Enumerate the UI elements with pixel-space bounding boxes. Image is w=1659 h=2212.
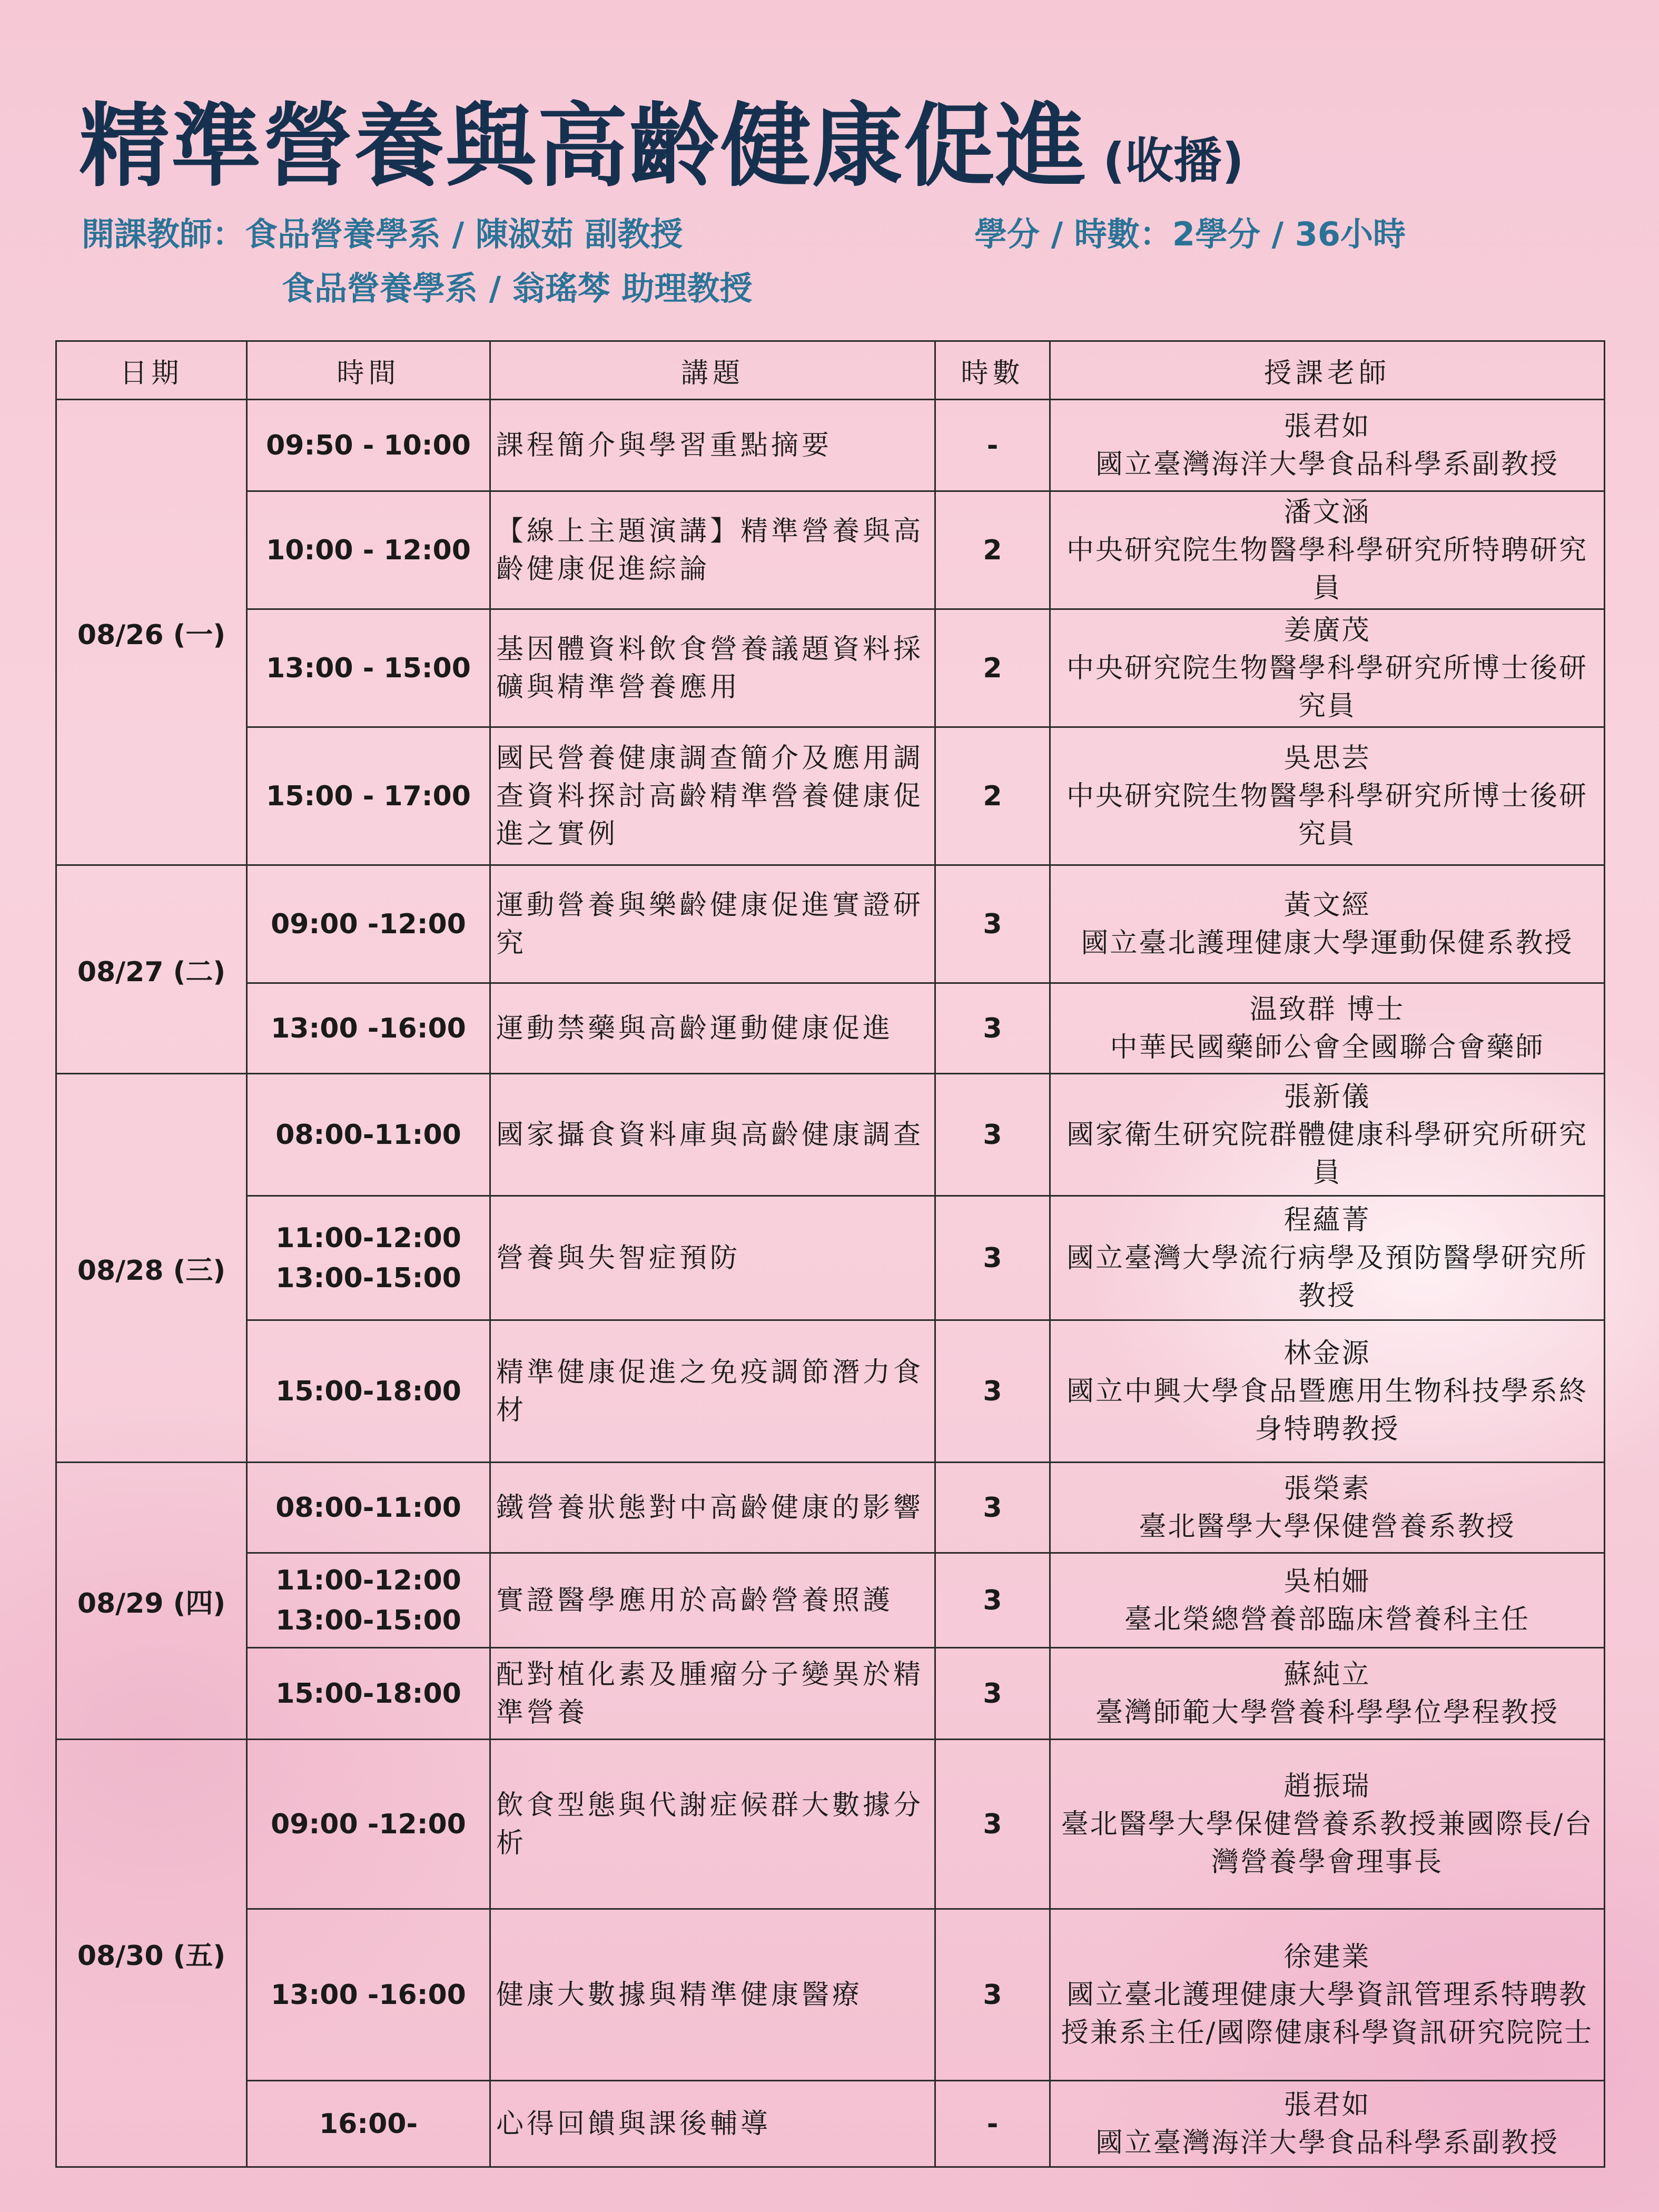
time-cell: [247, 400, 490, 491]
table-row: [56, 609, 1605, 727]
teacher-cell: [1050, 865, 1605, 983]
teacher-title: 國家衛生研究院群體健康科學研究所研究員: [1066, 1119, 1588, 1189]
table-row: [56, 1740, 1605, 1909]
table-row: [56, 2081, 1605, 2167]
teacher-cell: [1050, 983, 1605, 1074]
time-value: 09:00 -12:00: [271, 908, 466, 940]
date-cell: 08/26 (一): [56, 400, 247, 865]
teacher-title: 國立臺北護理健康大學資訊管理系特聘教授兼系主任/國際健康科學資訊研究院院士: [1061, 1979, 1594, 2049]
table-row: [56, 1196, 1605, 1320]
hours-cell: 3: [935, 983, 1050, 1074]
teacher-cell: [1050, 1196, 1605, 1320]
time-value: 13:00 -16:00: [271, 1012, 466, 1044]
topic-cell: 運動營養與樂齡健康促進實證研究: [490, 865, 935, 983]
topic-cell: 國民營養健康調查簡介及應用調查資料探討高齡精準營養健康促進之實例: [490, 727, 935, 865]
time-value: 09:50 - 10:00: [266, 429, 471, 461]
hours-cell: 3: [935, 1740, 1050, 1909]
teacher-title: 臺灣師範大學營養科學學位學程教授: [1095, 1696, 1559, 1729]
teacher-cell: [1050, 1909, 1605, 2081]
table-row: [56, 1074, 1605, 1196]
hours-cell: 3: [935, 1074, 1050, 1196]
column-header-hours: 時數: [935, 341, 1050, 400]
column-header-date: 日期: [56, 341, 247, 400]
table-row: [56, 491, 1605, 609]
teacher-info-line1: 開課教師：食品營養學系 / 陳淑茹 副教授: [82, 215, 683, 253]
topic-cell: 國家攝食資料庫與高齡健康調查: [490, 1074, 935, 1196]
teacher-cell: [1050, 609, 1605, 727]
teacher-title: 臺北榮總營養部臨床營養科主任: [1124, 1603, 1530, 1635]
table-row: [56, 1320, 1605, 1463]
teacher-title: 國立中興大學食品暨應用生物科技學系終身特聘教授: [1066, 1375, 1588, 1445]
hours-cell: 3: [935, 1196, 1050, 1320]
teacher-title: 中央研究院生物醫學科學研究所博士後研究員: [1066, 652, 1588, 722]
time-cell: [247, 865, 490, 983]
page-title: [79, 74, 1244, 204]
topic-cell: 鐵營養狀態對中高齡健康的影響: [490, 1463, 935, 1553]
time-cell: [247, 1648, 490, 1740]
teacher-name: 潘文涵: [1283, 496, 1371, 528]
table-row: [56, 865, 1605, 983]
time-cell: [247, 1740, 490, 1909]
teacher-name: 黃文經: [1283, 889, 1371, 921]
teacher-cell: [1050, 491, 1605, 609]
hours-cell: 3: [935, 1320, 1050, 1463]
teacher-name: 程蘊菁: [1283, 1204, 1371, 1236]
date-cell: 08/27 (二): [56, 865, 247, 1074]
table-row: [56, 1463, 1605, 1553]
teacher-name: 張君如: [1283, 410, 1371, 442]
teacher-title: 國立臺灣海洋大學食品科學系副教授: [1095, 2127, 1559, 2159]
teacher-info-line2: 食品營養學系 / 翁瑤棽 助理教授: [282, 269, 753, 308]
time-value: 16:00-: [319, 2108, 418, 2140]
time-value: 13:00-15:00: [275, 1604, 461, 1636]
time-cell: [247, 1074, 490, 1196]
hours-cell: 3: [935, 1909, 1050, 2081]
teacher-title: 臺北醫學大學保健營養系教授: [1139, 1510, 1516, 1543]
time-cell: [247, 1909, 490, 2081]
teacher-cell: [1050, 727, 1605, 865]
hours-cell: 2: [935, 609, 1050, 727]
teacher-name: 蘇純立: [1283, 1658, 1371, 1691]
topic-cell: 【線上主題演講】精準營養與高齡健康促進綜論: [490, 491, 935, 609]
time-cell: [247, 2081, 490, 2167]
time-cell: [247, 1553, 490, 1648]
teacher-cell: [1050, 1553, 1605, 1648]
column-header-time: 時間: [247, 341, 490, 400]
table-header-row: [56, 341, 1605, 400]
teacher-title: 國立臺灣大學流行病學及預防醫學研究所教授: [1066, 1242, 1588, 1312]
topic-cell: 課程簡介與學習重點摘要: [490, 400, 935, 491]
topic-cell: 基因體資料飲食營養議題資料採礦與精準營養應用: [490, 609, 935, 727]
teacher-cell: [1050, 2081, 1605, 2167]
teacher-cell: [1050, 1074, 1605, 1196]
teacher-title: 中華民國藥師公會全國聯合會藥師: [1110, 1031, 1545, 1063]
teacher-cell: [1050, 1740, 1605, 1909]
hours-cell: -: [935, 2081, 1050, 2167]
time-cell: [247, 1320, 490, 1463]
teacher-name: 林金源: [1283, 1337, 1371, 1369]
date-cell: 08/30 (五): [56, 1740, 247, 2167]
course-title: 精準營養與高齡健康促進: [79, 93, 1087, 199]
time-value: 15:00 - 17:00: [266, 780, 471, 812]
teacher-name: 温致群 博士: [1249, 993, 1405, 1025]
time-value: 13:00 - 15:00: [266, 652, 471, 684]
hours-cell: 2: [935, 491, 1050, 609]
schedule-table: [55, 340, 1605, 2168]
hours-cell: 3: [935, 865, 1050, 983]
time-value: 08:00-11:00: [275, 1492, 461, 1524]
time-cell: [247, 983, 490, 1074]
teacher-name: 吳柏姍: [1283, 1565, 1371, 1597]
credits-info: 學分 / 時數：2學分 / 36小時: [974, 215, 1406, 253]
teacher-cell: [1050, 1648, 1605, 1740]
table-row: [56, 983, 1605, 1074]
time-value: 11:00-12:00: [275, 1564, 461, 1596]
teacher-cell: [1050, 1463, 1605, 1553]
hours-cell: 3: [935, 1463, 1050, 1553]
time-value: 08:00-11:00: [275, 1119, 461, 1151]
table-row: [56, 400, 1605, 491]
topic-cell: 健康大數據與精準健康醫療: [490, 1909, 935, 2081]
topic-cell: 運動禁藥與高齡運動健康促進: [490, 983, 935, 1074]
topic-cell: 飲食型態與代謝症候群大數據分析: [490, 1740, 935, 1909]
topic-cell: 實證醫學應用於高齡營養照護: [490, 1553, 935, 1648]
hours-cell: 2: [935, 727, 1050, 865]
teacher-cell: [1050, 1320, 1605, 1463]
date-cell: 08/29 (四): [56, 1463, 247, 1740]
time-cell: [247, 491, 490, 609]
time-cell: [247, 1196, 490, 1320]
table-row: [56, 1648, 1605, 1740]
teacher-cell: [1050, 400, 1605, 491]
time-value: 13:00-15:00: [275, 1262, 461, 1294]
course-title-suffix: (收播): [1103, 133, 1245, 189]
teacher-title: 臺北醫學大學保健營養系教授兼國際長/台灣營養學會理事長: [1061, 1808, 1594, 1878]
hours-cell: -: [935, 400, 1050, 491]
date-cell: 08/28 (三): [56, 1074, 247, 1463]
time-value: 11:00-12:00: [275, 1222, 461, 1254]
teacher-name: 張君如: [1283, 2089, 1371, 2121]
teacher-name: 趙振瑞: [1283, 1770, 1371, 1802]
teacher-name: 吳思芸: [1283, 742, 1371, 774]
column-header-topic: 講題: [490, 341, 935, 400]
time-value: 15:00-18:00: [275, 1375, 461, 1407]
table-row: [56, 727, 1605, 865]
teacher-name: 張榮素: [1283, 1473, 1371, 1505]
topic-cell: 精準健康促進之免疫調節潛力食材: [490, 1320, 935, 1463]
time-cell: [247, 727, 490, 865]
teacher-title: 國立臺北護理健康大學運動保健系教授: [1081, 927, 1574, 959]
table-row: [56, 1553, 1605, 1648]
hours-cell: 3: [935, 1553, 1050, 1648]
time-value: 09:00 -12:00: [271, 1808, 466, 1840]
time-value: 15:00-18:00: [275, 1677, 461, 1710]
time-value: 13:00 -16:00: [271, 1979, 466, 2011]
table-row: [56, 1909, 1605, 2081]
teacher-title: 國立臺灣海洋大學食品科學系副教授: [1095, 448, 1559, 480]
teacher-name: 姜廣茂: [1283, 614, 1371, 646]
teacher-name: 張新儀: [1283, 1081, 1371, 1113]
column-header-teacher: 授課老師: [1050, 341, 1605, 400]
teacher-title: 中央研究院生物醫學科學研究所博士後研究員: [1066, 780, 1588, 850]
teacher-name: 徐建業: [1283, 1941, 1371, 1973]
time-value: 10:00 - 12:00: [266, 534, 471, 566]
time-cell: [247, 609, 490, 727]
hours-cell: 3: [935, 1648, 1050, 1740]
topic-cell: 營養與失智症預防: [490, 1196, 935, 1320]
topic-cell: 心得回饋與課後輔導: [490, 2081, 935, 2167]
time-cell: [247, 1463, 490, 1553]
teacher-title: 中央研究院生物醫學科學研究所特聘研究員: [1066, 534, 1588, 604]
topic-cell: 配對植化素及腫瘤分子變異於精準營養: [490, 1648, 935, 1740]
